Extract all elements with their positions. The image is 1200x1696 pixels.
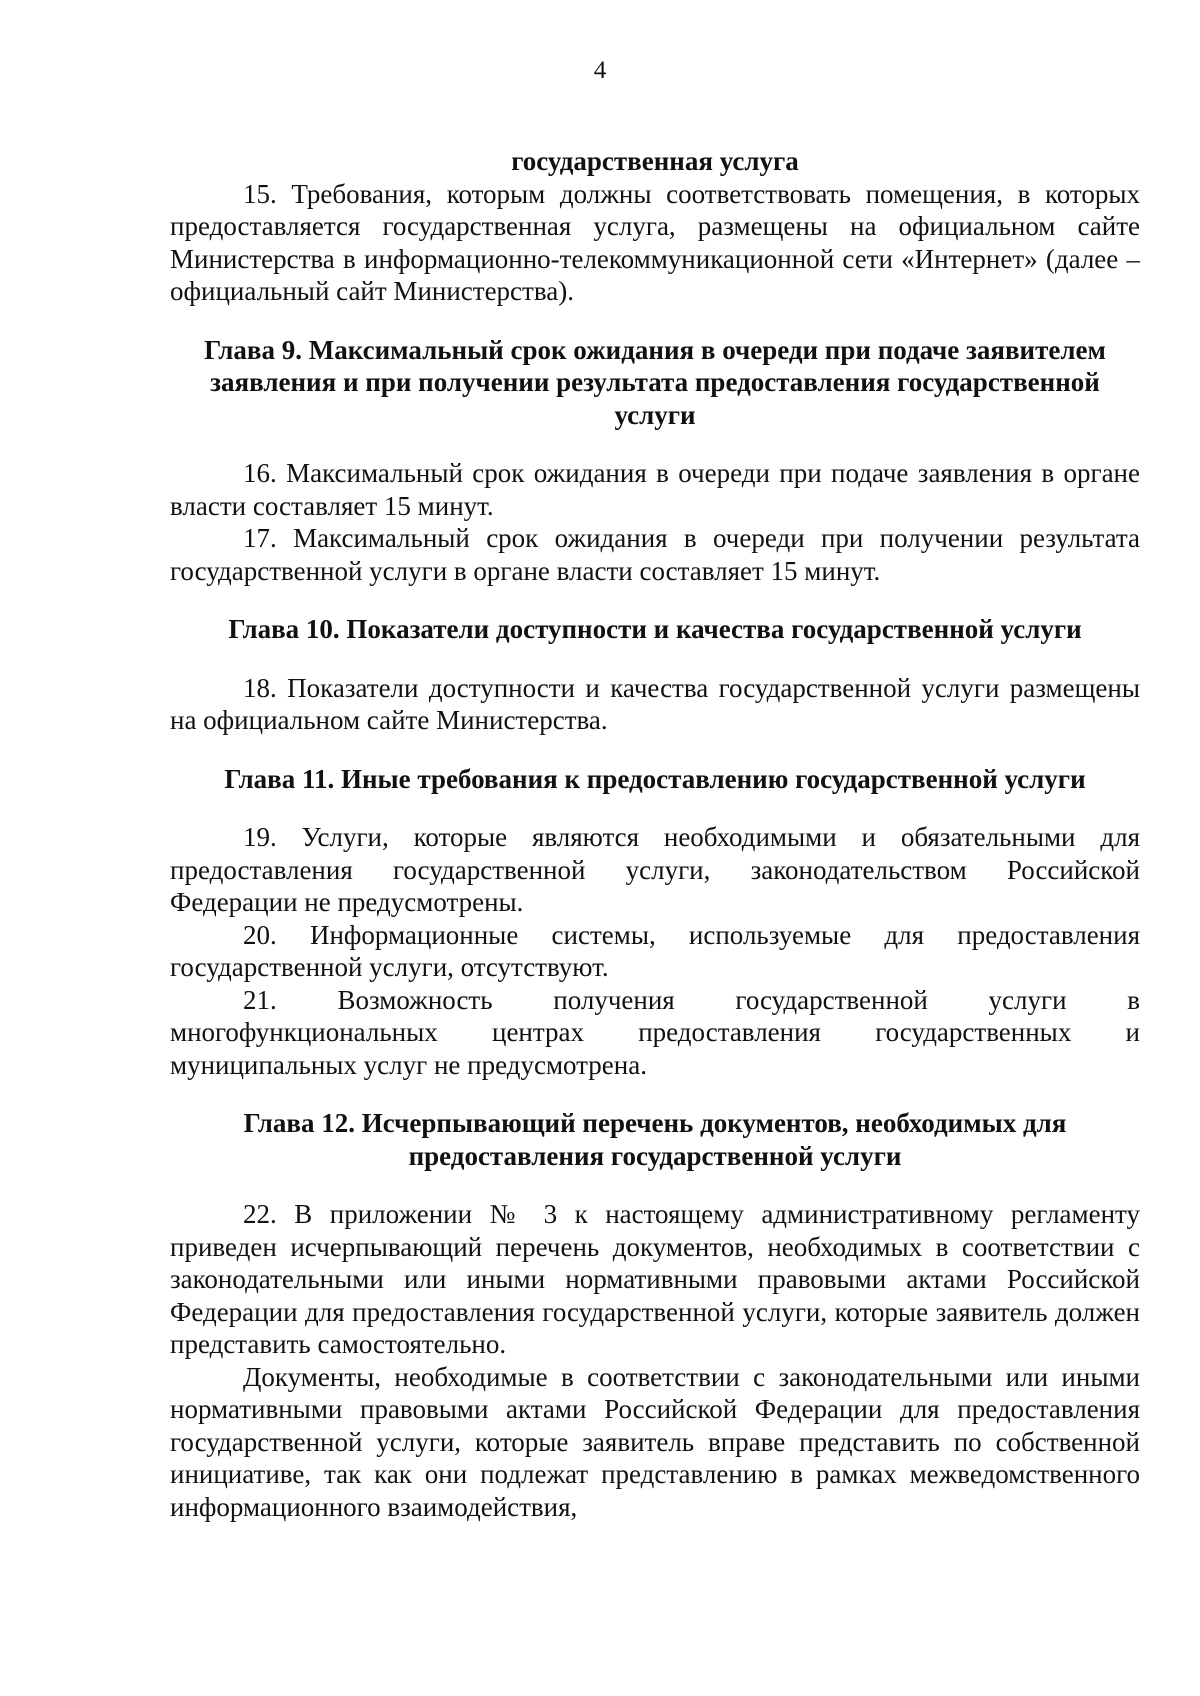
chapter-10-heading: Глава 10. Показатели доступности и качества государственной услуги (228, 614, 1082, 644)
chapter-12-heading: Глава 12. Исчерпывающий перечень документов, необходимых для предоставления государственной услуги (243, 1108, 1067, 1171)
chapter-11-heading: Глава 11. Иные требования к предоставлению государственной услуги (224, 763, 1086, 794)
document-body (170, 145, 1140, 1523)
section-heading-continued: государственная услуга (511, 146, 799, 176)
paragraph-19: 19. Услуги, которые являются необходимыми и обязательными для предоставления государственной услуги, законодательством Российской Федерации не предусмотрены. (170, 822, 1140, 917)
page-number: 4 (593, 57, 607, 84)
paragraph-15: 15. Требования, которым должны соответствовать помещения, в которых предоставляется государственная услуга, размещены на официальном сайте Министерства в информационно-телекоммуникационной сети «Интернет» (далее – официальный сайт Министерства). (170, 178, 1140, 306)
paragraph-17: 17. Максимальный срок ожидания в очереди при получении результата государственной услуги в органе власти составляет 15 минут. (170, 523, 1140, 586)
paragraph-22: 22. В приложении № 3 к настоящему административному регламенту приведен исчерпывающий перечень документов, необходимых в соответствии с законодательными или иными нормативными правовыми актами Российской Федерации для предоставления государственной услуги, которые заявитель должен представить самостоятельно. (170, 1199, 1140, 1359)
paragraph-20: 20. Информационные системы, используемые для предоставления государственной услуги, отсутствуют. (170, 919, 1140, 982)
paragraph-21: 21. Возможность получения государственной услуги в многофункциональных центрах предоставления государственных и муниципальных услуг не предусмотрена. (170, 984, 1140, 1080)
paragraph-22-continued: Документы, необходимые в соответствии с законодательными или иными нормативными правовыми актами Российской Федерации для предоставления государственной услуги, которые заявитель вправе представить по собственной инициативе, так как они подлежат представлению в рамках межведомственного информационного взаимодействия, (170, 1361, 1140, 1522)
paragraph-18: 18. Показатели доступности и качества государственной услуги размещены на официальном сайте Министерства. (170, 672, 1140, 735)
chapter-9-heading: Глава 9. Максимальный срок ожидания в очереди при подаче заявителем заявления и при получении результата предоставления государственной услуги (204, 334, 1106, 430)
paragraph-16: 16. Максимальный срок ожидания в очереди при подаче заявления в органе власти составляет 15 минут. (170, 458, 1140, 521)
